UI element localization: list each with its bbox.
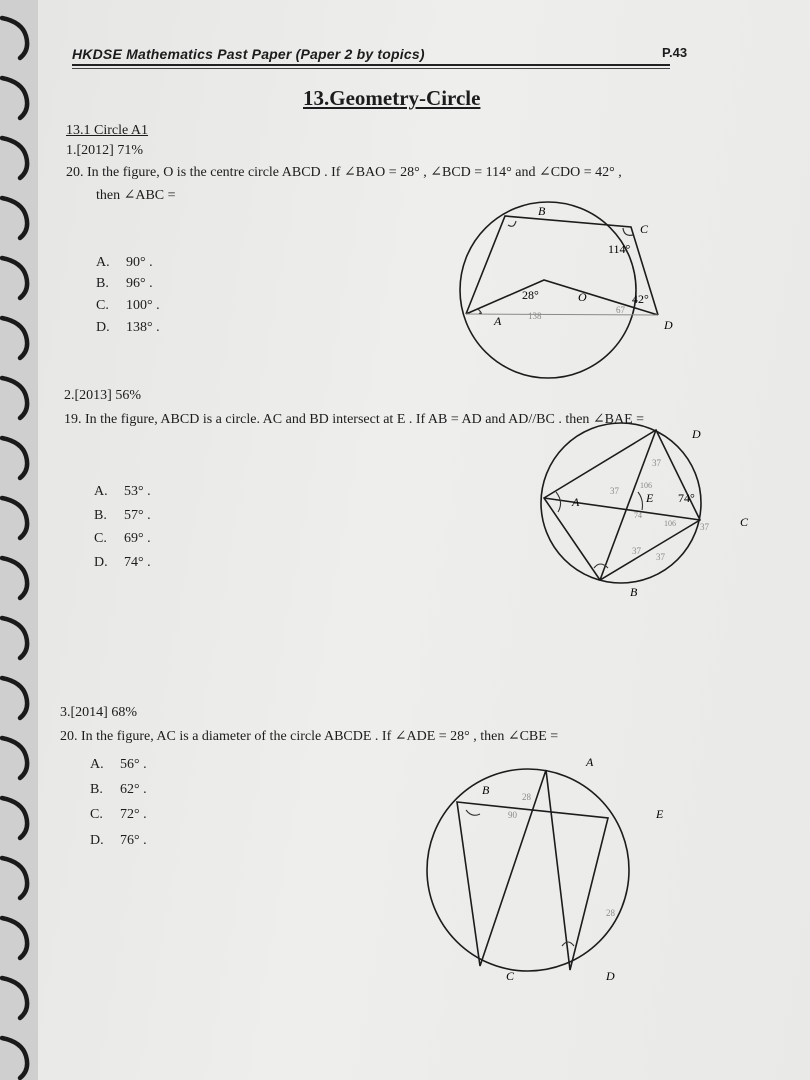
label-e: E xyxy=(646,491,654,505)
question-1-option-a[interactable]: A. 90° . xyxy=(96,255,153,270)
quadrilateral xyxy=(466,216,658,315)
label-c: C xyxy=(640,222,649,236)
pencil-note: 37 xyxy=(610,486,619,496)
label-o: O xyxy=(578,290,587,304)
question-1-header: 1.[2012] 71% xyxy=(66,143,143,158)
angle-label-bcd: 114° xyxy=(608,242,631,256)
header-rule xyxy=(72,64,670,66)
pencil-note: 74 xyxy=(634,511,642,520)
circle xyxy=(541,423,701,583)
radii xyxy=(466,280,658,315)
question-2-figure xyxy=(520,418,749,608)
label-a: A xyxy=(494,314,502,328)
angle-mark-e xyxy=(638,492,643,510)
question-1-text-cont: then ∠ABC = xyxy=(96,188,176,203)
pencil-note-a: 138 xyxy=(528,311,542,321)
label-b: B xyxy=(482,783,490,797)
circle xyxy=(460,202,636,378)
question-3-header: 3.[2014] 68% xyxy=(60,705,137,720)
chapter-title: 13.Geometry-Circle xyxy=(303,86,481,110)
question-2-text: 19. In the figure, ABCD is a circle. AC and BD intersect at E . If AB = AD and AD//BC . then ∠BAE = xyxy=(64,412,645,427)
question-1-option-d[interactable]: D. 138° . xyxy=(96,320,160,335)
label-a: A xyxy=(586,755,594,769)
exam-page xyxy=(38,0,810,1080)
quadrilateral xyxy=(544,430,700,580)
pencil-note: 90 xyxy=(508,810,517,820)
label-a: A xyxy=(572,495,580,509)
question-3-figure xyxy=(410,752,664,992)
pencil-note: 28 xyxy=(522,792,531,802)
angle-mark-b xyxy=(508,221,516,226)
question-2-option-b[interactable]: B. 57° . xyxy=(94,508,151,523)
label-b: B xyxy=(630,585,638,599)
paper-header-title: HKDSE Mathematics Past Paper (Paper 2 by topics) xyxy=(72,46,425,62)
angle-mark-a xyxy=(478,309,481,314)
question-3-option-b[interactable]: B. 62° . xyxy=(90,782,147,797)
question-3-text: 20. In the figure, AC is a diameter of the circle ABCDE . If ∠ADE = 28° , then ∠CBE = xyxy=(60,729,559,744)
pencil-note: 37 xyxy=(700,522,709,532)
chord-ac xyxy=(544,498,700,520)
pencil-note: 106 xyxy=(664,519,676,528)
page-number: P.43 xyxy=(662,45,688,60)
section-title: 13.1 Circle A1 xyxy=(66,123,149,138)
pencil-note: 37 xyxy=(656,552,665,562)
angle-label-bao: 28° xyxy=(522,288,539,302)
question-3-option-c[interactable]: C. 72° . xyxy=(90,807,147,822)
pencil-note-d: 67 xyxy=(616,305,625,315)
pencil-note: 37 xyxy=(652,458,661,468)
question-1-text: 20. In the figure, O is the centre circle ABCD . If ∠BAO = 28° , ∠BCD = 114° and ∠CDO = 42° , xyxy=(66,165,622,180)
label-d: D xyxy=(606,969,615,983)
question-1-figure xyxy=(448,195,678,385)
pencil-note: 28 xyxy=(606,908,615,918)
question-1-option-c[interactable]: C. 100° . xyxy=(96,298,160,313)
angle-mark-b xyxy=(466,810,480,815)
angle-label-cdo: 42° xyxy=(632,292,649,306)
question-2-option-c[interactable]: C. 69° . xyxy=(94,531,151,546)
pencil-note: 106 xyxy=(640,481,652,490)
question-2-option-a[interactable]: A. 53° . xyxy=(94,484,151,499)
label-d: D xyxy=(692,427,701,441)
pencil-note: 37 xyxy=(632,546,641,556)
label-b: B xyxy=(538,204,546,218)
chords xyxy=(457,770,608,970)
question-3-option-a[interactable]: A. 56° . xyxy=(90,757,147,772)
label-c: C xyxy=(506,969,515,983)
label-c: C xyxy=(740,515,749,529)
angle-label-e: 74° xyxy=(678,491,695,505)
angle-mark-a xyxy=(556,492,561,512)
question-3-option-d[interactable]: D. 76° . xyxy=(90,833,147,848)
chord-bd xyxy=(600,430,656,580)
label-e: E xyxy=(656,807,664,821)
question-1-option-b[interactable]: B. 96° . xyxy=(96,276,153,291)
question-2-header: 2.[2013] 56% xyxy=(64,388,141,403)
angle-mark-d xyxy=(562,942,574,946)
label-d: D xyxy=(664,318,673,332)
header-rule-thin xyxy=(72,68,670,69)
question-2-option-d[interactable]: D. 74° . xyxy=(94,555,151,570)
